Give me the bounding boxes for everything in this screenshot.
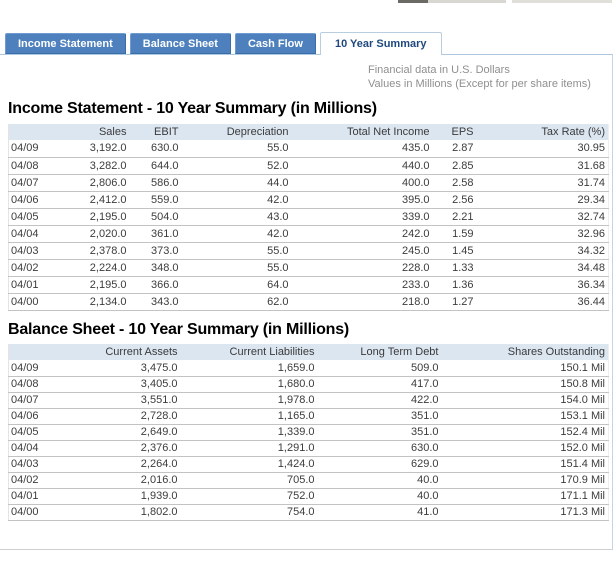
row-period: 04/08	[11, 378, 39, 390]
cell-value: 44.0	[267, 176, 289, 189]
cell-value: 40.0	[417, 490, 439, 502]
note-currency: Financial data in U.S. Dollars	[368, 64, 510, 76]
cell-value: 343.0	[150, 295, 179, 308]
tab-balance-sheet[interactable]: Balance Sheet	[130, 33, 231, 54]
column-header: Tax Rate (%)	[541, 126, 605, 138]
cell-value: 2,195.0	[89, 210, 127, 223]
cell-value: 42.0	[267, 193, 289, 206]
cell-value: 30.95	[577, 142, 605, 155]
row-period: 04/01	[11, 490, 39, 502]
cell-value: 3,551.0	[140, 394, 178, 406]
table-row	[9, 472, 609, 488]
cell-value: 1,339.0	[277, 426, 315, 438]
cell-value: 2,649.0	[140, 426, 178, 438]
cell-value: 504.0	[150, 210, 179, 223]
row-period: 04/05	[11, 210, 39, 223]
cell-value: 2.56	[452, 193, 474, 206]
partial-toolbar-element	[428, 0, 506, 3]
tab-cash-flow[interactable]: Cash Flow	[235, 33, 316, 54]
table-row	[9, 225, 609, 242]
cell-value: 351.0	[410, 410, 439, 422]
cell-value: 1,802.0	[140, 506, 178, 518]
row-period: 04/00	[11, 295, 39, 308]
cell-value: 170.9 Mil	[560, 474, 605, 486]
row-period: 04/06	[11, 193, 39, 206]
cell-value: 422.0	[410, 394, 439, 406]
cell-value: 233.0	[401, 278, 430, 291]
cell-value: 52.0	[267, 159, 289, 172]
partial-toolbar-element	[398, 0, 428, 3]
cell-value: 64.0	[267, 278, 289, 291]
table-row	[9, 488, 609, 504]
cell-value: 509.0	[410, 361, 439, 374]
column-header: Current Assets	[105, 346, 178, 358]
cell-value: 150.8 Mil	[560, 378, 605, 390]
cell-value: 361.0	[150, 227, 179, 240]
cell-value: 435.0	[401, 142, 430, 155]
row-period: 04/09	[11, 361, 39, 374]
row-period: 04/08	[11, 159, 39, 172]
cell-value: 150.1 Mil	[560, 361, 605, 374]
table-row	[9, 376, 609, 392]
row-period: 04/00	[11, 506, 39, 518]
row-period: 04/07	[11, 176, 39, 189]
cell-value: 373.0	[150, 244, 179, 257]
cell-value: 55.0	[267, 142, 289, 155]
income-statement-table	[8, 124, 609, 311]
cell-value: 630.0	[150, 142, 179, 155]
cell-value: 3,192.0	[89, 142, 127, 155]
table-row	[9, 424, 609, 440]
cell-value: 1.27	[452, 295, 474, 308]
cell-value: 752.0	[286, 490, 315, 502]
table-row	[9, 191, 609, 208]
column-header: Total Net Income	[346, 126, 430, 138]
cell-value: 1.36	[452, 278, 474, 291]
row-period: 04/09	[11, 142, 39, 155]
row-period: 04/06	[11, 410, 39, 422]
cell-value: 559.0	[150, 193, 179, 206]
table-row	[9, 504, 609, 520]
cell-value: 34.48	[577, 261, 605, 274]
tab-income-statement[interactable]: Income Statement	[5, 33, 126, 54]
income-statement-title: Income Statement - 10 Year Summary (in Millions)	[8, 100, 377, 117]
column-header: Current Liabilities	[229, 346, 315, 358]
cell-value: 586.0	[150, 176, 179, 189]
cell-value: 154.0 Mil	[560, 394, 605, 406]
cell-value: 2,378.0	[89, 244, 127, 257]
table-row	[9, 242, 609, 259]
cell-value: 1,680.0	[277, 378, 315, 390]
table-row	[9, 157, 609, 174]
table-row	[9, 392, 609, 408]
cell-value: 417.0	[410, 378, 439, 390]
table-row	[9, 293, 609, 310]
cell-value: 1,939.0	[140, 490, 178, 502]
cell-value: 644.0	[150, 159, 179, 172]
cell-value: 34.32	[577, 244, 605, 257]
cell-value: 1.33	[452, 261, 474, 274]
cell-value: 348.0	[150, 261, 179, 274]
cell-value: 754.0	[286, 506, 315, 518]
table-row	[9, 456, 609, 472]
cell-value: 440.0	[401, 159, 430, 172]
cell-value: 36.44	[577, 295, 605, 308]
table-row	[9, 259, 609, 276]
cell-value: 62.0	[267, 295, 289, 308]
cell-value: 2.85	[452, 159, 474, 172]
column-header: EPS	[451, 126, 474, 138]
currency-notes	[368, 63, 591, 91]
cell-value: 36.34	[577, 278, 605, 291]
row-period: 04/04	[11, 227, 39, 240]
tab-10-year-summary[interactable]: 10 Year Summary	[320, 32, 442, 55]
cell-value: 2,016.0	[140, 474, 178, 486]
cell-value: 339.0	[401, 210, 430, 223]
cell-value: 31.68	[577, 159, 605, 172]
cell-value: 41.0	[417, 506, 439, 518]
cell-value: 3,475.0	[140, 361, 178, 374]
income-table-header-row	[9, 124, 609, 140]
cell-value: 351.0	[410, 426, 439, 438]
cell-value: 2,134.0	[89, 295, 127, 308]
balance-sheet-title: Balance Sheet - 10 Year Summary (in Millions)	[8, 321, 350, 338]
cell-value: 1,978.0	[277, 394, 315, 406]
cell-value: 55.0	[267, 261, 289, 274]
partial-toolbar-element	[512, 0, 612, 3]
cell-value: 2,376.0	[140, 442, 178, 454]
column-header: EBIT	[154, 126, 179, 138]
cell-value: 171.1 Mil	[560, 490, 605, 502]
cell-value: 2,806.0	[89, 176, 127, 189]
cell-value: 1.59	[452, 227, 474, 240]
cell-value: 2,020.0	[89, 227, 127, 240]
cell-value: 630.0	[410, 442, 439, 454]
cell-value: 40.0	[417, 474, 439, 486]
cell-value: 43.0	[267, 210, 289, 223]
row-period: 04/07	[11, 394, 39, 406]
column-header-empty	[9, 344, 64, 360]
cell-value: 42.0	[267, 227, 289, 240]
tab-bar	[0, 32, 613, 55]
table-row	[9, 208, 609, 225]
table-row	[9, 360, 609, 376]
cell-value: 2,224.0	[89, 261, 127, 274]
cell-value: 32.74	[577, 210, 605, 223]
cell-value: 400.0	[401, 176, 430, 189]
cell-value: 2,728.0	[140, 410, 178, 422]
column-header: Shares Outstanding	[507, 346, 605, 358]
cell-value: 2,264.0	[140, 458, 178, 470]
cell-value: 152.4 Mil	[560, 426, 605, 438]
cell-value: 29.34	[577, 193, 605, 206]
cell-value: 2.87	[452, 142, 474, 155]
cell-value: 55.0	[267, 244, 289, 257]
cell-value: 31.74	[577, 176, 605, 189]
cell-value: 2.58	[452, 176, 474, 189]
cell-value: 1,291.0	[277, 442, 315, 454]
cell-value: 1,165.0	[277, 410, 315, 422]
cell-value: 1,424.0	[277, 458, 315, 470]
row-period: 04/05	[11, 426, 39, 438]
row-period: 04/01	[11, 278, 39, 291]
cell-value: 218.0	[401, 295, 430, 308]
cell-value: 245.0	[401, 244, 430, 257]
cell-value: 152.0 Mil	[560, 442, 605, 454]
table-row	[9, 174, 609, 191]
table-row	[9, 140, 609, 157]
cell-value: 1.45	[452, 244, 474, 257]
cell-value: 3,282.0	[89, 159, 127, 172]
cell-value: 1,659.0	[277, 361, 315, 374]
column-header: Long Term Debt	[360, 346, 439, 358]
row-period: 04/04	[11, 442, 39, 454]
row-period: 04/02	[11, 261, 39, 274]
column-header: Sales	[98, 126, 127, 138]
cell-value: 151.4 Mil	[560, 458, 605, 470]
cell-value: 629.0	[410, 458, 439, 470]
cell-value: 705.0	[286, 474, 315, 486]
note-units: Values in Millions (Except for per share items)	[368, 78, 591, 90]
cell-value: 242.0	[401, 227, 430, 240]
cell-value: 2,412.0	[89, 193, 127, 206]
cell-value: 32.96	[577, 227, 605, 240]
cell-value: 228.0	[401, 261, 430, 274]
balance-sheet-table	[8, 344, 609, 521]
column-header-empty	[9, 124, 64, 140]
cell-value: 3,405.0	[140, 378, 178, 390]
cell-value: 171.3 Mil	[560, 506, 605, 518]
table-row	[9, 408, 609, 424]
cell-value: 366.0	[150, 278, 179, 291]
cell-value: 395.0	[401, 193, 430, 206]
cell-value: 2.21	[452, 210, 474, 223]
table-row	[9, 440, 609, 456]
cell-value: 2,195.0	[89, 278, 127, 291]
cell-value: 153.1 Mil	[560, 410, 605, 422]
row-period: 04/02	[11, 474, 39, 486]
row-period: 04/03	[11, 244, 39, 257]
balance-table-header-row	[9, 344, 609, 360]
row-period: 04/03	[11, 458, 39, 470]
table-row	[9, 276, 609, 293]
column-header: Depreciation	[226, 126, 289, 138]
